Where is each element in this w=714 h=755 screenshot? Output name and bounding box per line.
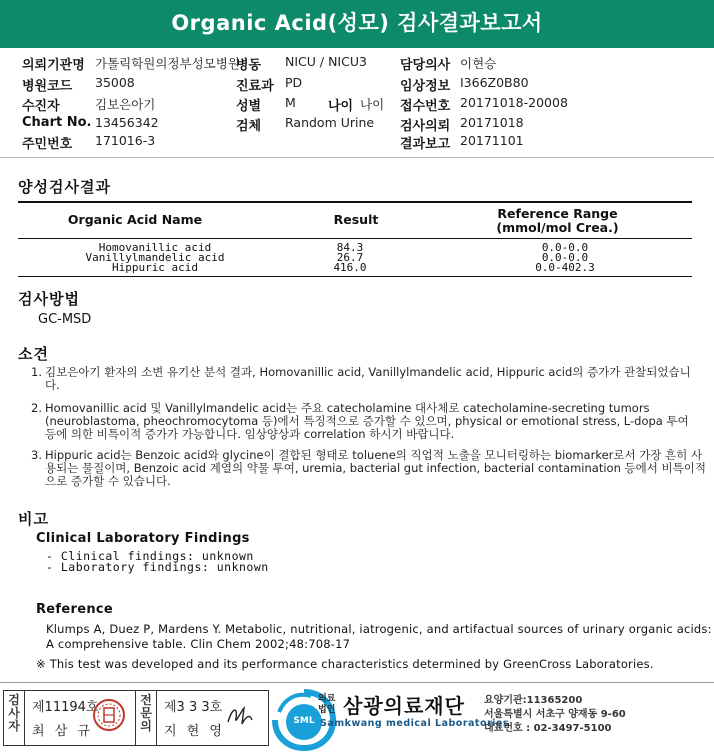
age-label: 나이: [328, 99, 354, 114]
inspector-stamp-seal: [92, 698, 126, 732]
finding-number: 1.: [31, 365, 42, 379]
footer-divider: [0, 682, 714, 683]
info-row: [0, 95, 714, 113]
inspector-label: 검 사 자: [8, 693, 20, 733]
method-value: GC-MSD: [38, 312, 92, 327]
info-row: [0, 75, 714, 93]
info-row: [0, 54, 714, 72]
method-section-title: 검사방법: [18, 290, 80, 308]
divider: [0, 157, 714, 158]
lab-prefix: [318, 694, 335, 716]
receipt-value: 20171018-20008: [460, 95, 568, 110]
ward-value: NICU / NICU3: [285, 54, 367, 69]
lab-phone: 대표번호 : 02-3497-5100: [484, 723, 612, 734]
info-row: [0, 115, 714, 133]
finding-text: 김보은아기 환자의 소변 유기산 분석 결과, Homovanillic acid, Vanillylmandelic acid, Hippuric acid의 증가가 관찰되었습니다.: [45, 365, 691, 392]
hospital-code-value: 35008: [95, 75, 135, 90]
positive-section-title: 양성검사결과: [18, 178, 111, 196]
finding-text: Hippuric acid는 Benzoic acid와 glycine이 결합된 형태로 toluene의 직업적 노출을 모니터링하는 biomarker로서 가장 흔히 사용되는 물질이며, Benzoic acid 계열의 약물 투여, uremia, bacterial gut infection, bacterial contamination 등에서 비특이적으로 증가할 수 있습니다.: [45, 448, 706, 488]
remarks-section-title: 비고: [18, 510, 49, 528]
clinical-label: 임상정보: [400, 79, 451, 94]
chart-label: Chart No.: [22, 115, 92, 130]
row-1-name: Homovanillic acid: [98, 241, 212, 254]
institution-value: 가톨릭학원의정부성모병원: [95, 56, 240, 71]
clinical-finding-item: - Clinical findings: unknown: [46, 549, 254, 563]
lab-name-en: Samkwang medical Laboratories: [320, 718, 510, 729]
row-3-result: 416.0: [333, 261, 367, 274]
row-1-result: 84.3: [336, 241, 364, 254]
doctor-value: 이현승: [460, 56, 497, 71]
logo-text: SML: [293, 716, 315, 726]
col-name-header: Organic Acid Name: [67, 212, 203, 227]
table-bottom-rule: [18, 276, 692, 277]
specialist-name: 지 현 영: [164, 724, 225, 739]
specialist-signature: [222, 700, 262, 732]
recipient-label: 수진자: [22, 99, 60, 114]
finding-text: Homovanillic acid 및 Vanillylmandelic acid는 주요 catecholamine 대사체로 catecholamine-secreting tumors (neuroblastoma, pheochromocytoma 등)에서 특징적으로 증가할 수 있으며, physical or emotional stress, L-dopa 투여 등에 의한 비특이적 증가가 가능합니다. 임상양상과 correlation 하시기 바랍니다.: [45, 401, 689, 441]
dept-label: 진료과: [236, 79, 274, 94]
request-label: 검사의뢰: [400, 119, 451, 134]
finding-number: 3.: [31, 448, 42, 462]
dept-value: PD: [285, 75, 303, 90]
lab-prefix-2: 법인: [318, 705, 336, 715]
report-label: 결과보고: [400, 137, 451, 152]
row-2-result: 26.7: [336, 251, 364, 264]
resident-label: 주민번호: [22, 137, 73, 152]
report-value: 20171101: [460, 133, 524, 148]
col-ref-header-1: Reference Range: [497, 206, 618, 221]
specialist-number: 제3 3 3호: [164, 700, 223, 715]
findings-section-title: 소견: [18, 345, 49, 363]
lab-code: 요양기관:11365200: [484, 695, 583, 706]
resident-value: 171016-3: [95, 133, 156, 148]
inspector-name: 최 삼 규: [32, 724, 93, 739]
footer: [0, 686, 714, 755]
row-3-name: Hippuric acid: [111, 261, 199, 274]
finding-item-3: [31, 449, 711, 488]
table-top-rule: [18, 201, 692, 203]
finding-number: 2.: [31, 401, 42, 415]
sex-label: 성별: [236, 99, 262, 114]
report-title: Organic Acid(성모) 검사결과보고서: [0, 0, 714, 48]
lab-name-kr: 삼광의료재단: [343, 694, 465, 718]
lab-prefix-1: 의료: [318, 694, 336, 704]
sex-value: M: [285, 95, 296, 110]
row-3-ref: 0.0-402.3: [535, 261, 595, 274]
clinical-findings-title: Clinical Laboratory Findings: [36, 531, 250, 546]
finding-item-2: [31, 402, 701, 441]
row-2-name: Vanillylmandelic acid: [85, 251, 225, 264]
col-ref-header-2: (mmol/mol Crea.): [496, 220, 619, 235]
info-row: [0, 133, 714, 151]
request-value: 20171018: [460, 115, 524, 130]
reference-title: Reference: [36, 602, 114, 617]
reference-line-1: Klumps A, Duez P, Mardens Y. Metabolic, nutritional, iatrogenic, and artifactual sources of urinary organic acids:: [46, 622, 712, 636]
row-1-ref: 0.0-0.0: [541, 241, 589, 254]
test-value: Random Urine: [285, 115, 375, 130]
ward-label: 병동: [236, 58, 262, 73]
reference-line-2: A comprehensive table. Clin Chem 2002;48:708-17: [46, 637, 351, 651]
clinical-value: I366Z0B80: [460, 75, 529, 90]
age-value: 나이: [360, 97, 385, 112]
lab-note: ※ This test was developed and its performance characteristics determined by GreenCross Laboratories.: [36, 657, 654, 671]
institution-label: 의뢰기관명: [22, 58, 85, 73]
doctor-label: 담당의사: [400, 58, 451, 73]
row-2-ref: 0.0-0.0: [541, 251, 589, 264]
inspector-number: 제11194호: [32, 700, 99, 715]
specialist-label: 전 문 의: [140, 693, 152, 733]
lab-address: 서울특별시 서초구 양재동 9-60: [484, 709, 626, 720]
recipient-value: 김보은아기: [95, 97, 156, 112]
laboratory-finding-item: - Laboratory findings: unknown: [46, 560, 269, 574]
test-label: 검체: [236, 119, 262, 134]
col-result-header: Result: [333, 212, 379, 227]
receipt-label: 접수번호: [400, 99, 451, 114]
hospital-code-label: 병원코드: [22, 79, 73, 94]
finding-item-1: [31, 366, 691, 392]
table-header-rule: [18, 238, 692, 239]
chart-value: 13456342: [95, 115, 159, 130]
